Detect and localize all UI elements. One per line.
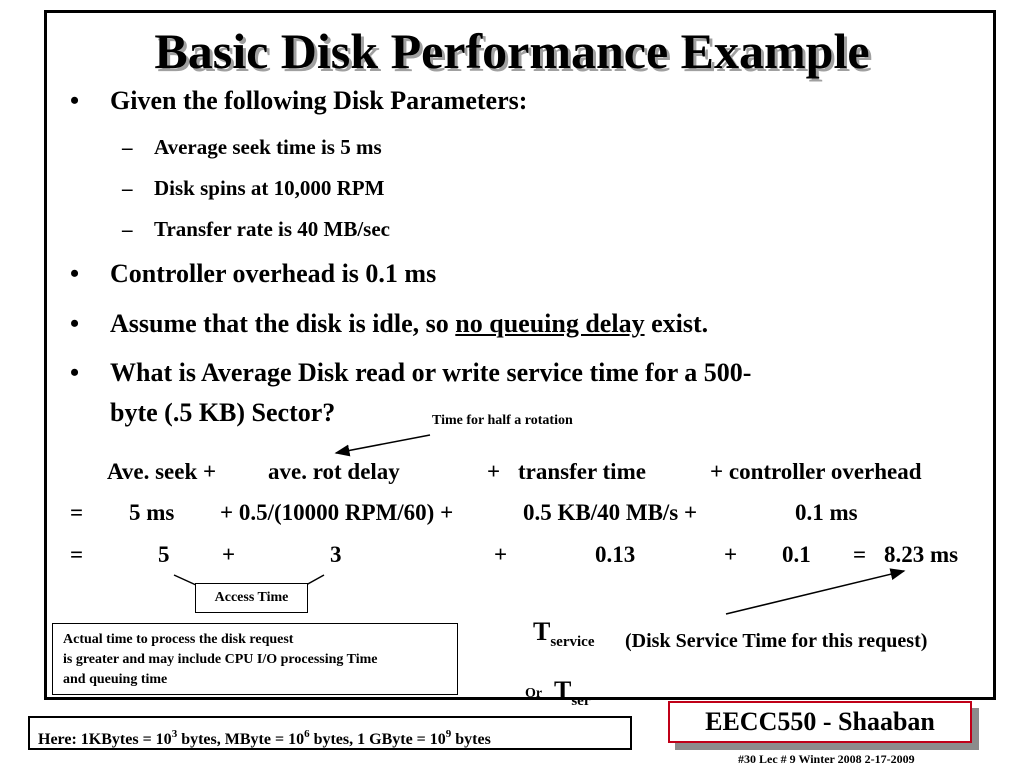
- eq-row3-seek: 5: [158, 542, 170, 567]
- t-ser-subscript: ser: [571, 693, 591, 709]
- half-rotation-label: Time for half a rotation: [432, 413, 573, 428]
- sub-bullet-dash: –: [122, 176, 133, 200]
- units-exp6: 6: [304, 728, 310, 740]
- eq-row2-transfer: 0.5 KB/40 MB/s +: [523, 500, 698, 525]
- t-service-letter: T: [533, 617, 551, 646]
- note-line2: is greater and may include CPU I/O processing Time: [63, 652, 378, 667]
- assume-text-pre: Assume that the disk is idle, so: [110, 309, 456, 338]
- eq-row3-equals2: =: [853, 542, 867, 567]
- sub-bullet-dash: –: [122, 217, 133, 241]
- units-end-text: bytes: [451, 731, 491, 748]
- t-ser-letter: T: [554, 676, 572, 705]
- units-box: [28, 716, 632, 750]
- sub-bullet-dash: –: [122, 135, 133, 159]
- eq-row3-rot: 3: [330, 542, 342, 567]
- units-mb-text: bytes, MByte = 10: [177, 731, 305, 748]
- bullet-dot: •: [70, 309, 80, 338]
- t-service: [533, 617, 594, 651]
- eq-row1-ctrl: + controller overhead: [710, 459, 922, 484]
- bullet-given: Given the following Disk Parameters:: [110, 86, 528, 115]
- slide-title: Basic Disk Performance Example: [154, 23, 870, 79]
- note-line1: Actual time to process the disk request: [63, 632, 294, 647]
- course-label: EECC550 - Shaaban: [668, 701, 972, 743]
- units-kb-text: Here: 1KBytes = 10: [38, 731, 172, 748]
- sub-bullet-transfer: Transfer rate is 40 MB/sec: [154, 217, 390, 241]
- assume-text-post: exist.: [644, 309, 709, 338]
- access-time-box: Access Time: [195, 583, 308, 613]
- units-exp3: 3: [171, 728, 178, 740]
- eq-row3-equals: =: [70, 542, 84, 567]
- t-ser: [554, 676, 591, 710]
- eq-row2-seek: 5 ms: [129, 500, 175, 525]
- sub-bullet-seek: Average seek time is 5 ms: [154, 135, 382, 159]
- units-exp9: 9: [445, 728, 452, 740]
- slide-info: #30 Lec # 9 Winter 2008 2-17-2009: [738, 752, 915, 766]
- note-box: [52, 623, 458, 695]
- note-line3: and queuing time: [63, 672, 168, 687]
- eq-row3-plus3: +: [724, 542, 738, 567]
- t-service-subscript: service: [550, 634, 595, 650]
- bullet-dot: •: [70, 259, 80, 288]
- units-gb-text: bytes, 1 GByte = 10: [309, 731, 446, 748]
- disk-service-label: (Disk Service Time for this request): [625, 630, 928, 652]
- eq-row2-ctrl: 0.1 ms: [795, 500, 858, 525]
- eq-row2-equals: =: [70, 500, 84, 525]
- bullet-question-line2: byte (.5 KB) Sector?: [110, 398, 336, 427]
- bullet-dot: •: [70, 86, 80, 115]
- bullet-question-line1: What is Average Disk read or write service time for a 500-: [110, 358, 752, 387]
- or-label: Or: [525, 686, 543, 701]
- bullet-overhead: Controller overhead is 0.1 ms: [110, 259, 437, 288]
- eq-row3-ctrl: 0.1: [782, 542, 811, 567]
- eq-row1-rot: ave. rot delay: [268, 459, 400, 484]
- eq-row1-seek: Ave. seek +: [107, 459, 217, 484]
- eq-row3-result: 8.23 ms: [884, 542, 959, 567]
- eq-row1-transfer: transfer time: [518, 459, 646, 484]
- eq-row3-transfer: 0.13: [595, 542, 636, 567]
- eq-row3-plus2: +: [494, 542, 508, 567]
- eq-row1-plus: +: [487, 459, 501, 484]
- assume-text-underlined: no queuing delay: [455, 309, 645, 338]
- bullet-dot: •: [70, 358, 80, 387]
- eq-row3-plus1: +: [222, 542, 236, 567]
- sub-bullet-rpm: Disk spins at 10,000 RPM: [154, 176, 385, 200]
- bullet-assume: [110, 309, 708, 339]
- eq-row2-rot: + 0.5/(10000 RPM/60) +: [220, 500, 454, 525]
